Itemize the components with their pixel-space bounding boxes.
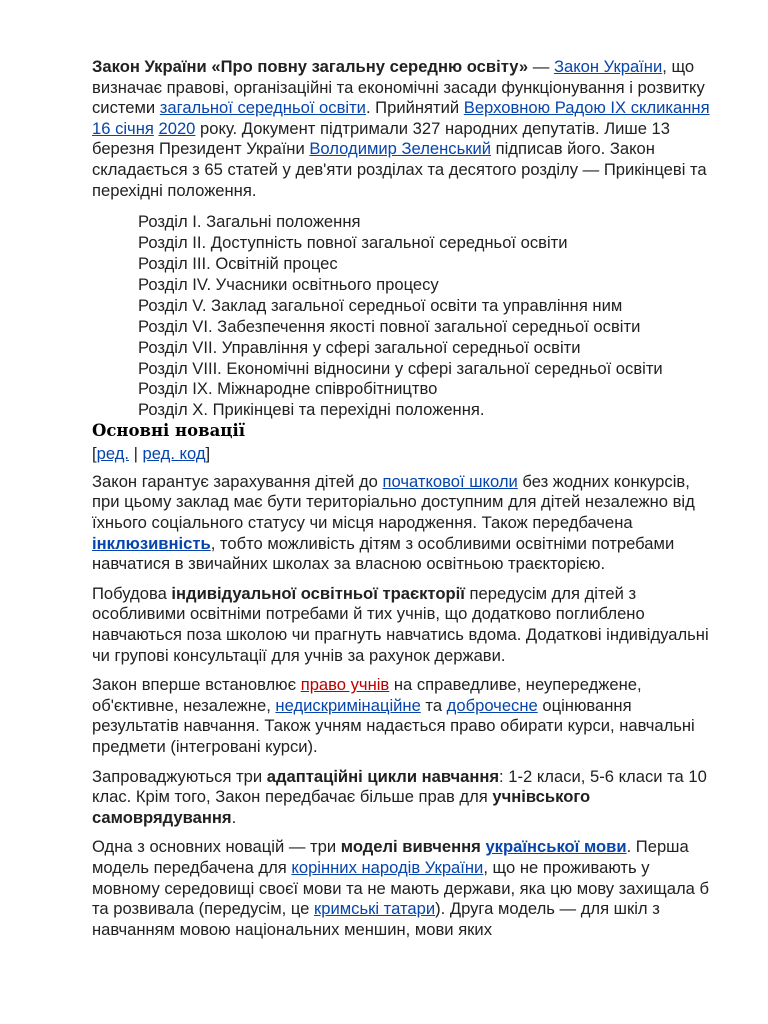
- intro-text: , що визначає правові, організаційні та економічні засади функціонування і розвитку системи: [92, 57, 705, 118]
- law-title: Закон України «Про повну загальну середню освіту»: [92, 57, 529, 76]
- link-verkhovna-rada[interactable]: Верховною Радою IX скликання: [463, 98, 710, 118]
- intro-text: року. Документ підтримали 327 народних депутатів. Лише 13 березня Президент України: [92, 118, 671, 159]
- list-item: Розділ VIII. Економічні відносини у сфері загальної середньої освіти: [138, 358, 663, 378]
- paragraph-text: : 1-2 класи, 5-6 класи та 10 клас. Крім того, Закон передбачає більше прав для: [92, 766, 707, 807]
- link-year[interactable]: 2020: [158, 118, 196, 138]
- bold-term: моделі вивчення: [340, 837, 486, 857]
- paragraph-text: Запроваджуються три: [92, 766, 267, 786]
- paragraph-text: Побудова: [92, 583, 172, 603]
- list-item: Розділ VII. Управління у сфері загальної середньої освіти: [138, 337, 581, 357]
- bold-term: учнівського самоврядування: [92, 787, 591, 827]
- intro-paragraph: [92, 57, 718, 201]
- link-crimean-tatars[interactable]: кримські татари: [314, 899, 436, 919]
- link-indigenous-peoples[interactable]: корінних народів України: [291, 857, 484, 877]
- paragraph-text: Одна з основних новацій — три: [92, 837, 341, 857]
- paragraph-text: .: [231, 807, 237, 827]
- paragraph-student-rights: [92, 675, 718, 757]
- separator: |: [129, 444, 143, 464]
- paragraph-text: передусім для дітей з особливими освітніми потребами й тих учнів, що додатково поглиблено навчаються поза школою чи прагнуть навчатись вдома. Додаткові індивідуальні чи групові консультації для учнів за рахунок держави.: [92, 583, 709, 665]
- link-general-secondary-education[interactable]: загальної середньої освіти: [159, 98, 366, 118]
- list-item: Розділ I. Загальні положення: [138, 212, 361, 232]
- list-item: Розділ II. Доступність повної загальної середньої освіти: [138, 233, 568, 253]
- link-law-of-ukraine[interactable]: Закон України: [553, 57, 663, 76]
- link-ukrainian-language[interactable]: української мови: [485, 837, 627, 857]
- link-primary-school[interactable]: початкової школи: [382, 471, 518, 491]
- link-inclusivity[interactable]: інклюзивність: [92, 533, 211, 553]
- list-item: Розділ III. Освітній процес: [138, 253, 338, 273]
- paragraph-text: на справедливе, неупереджене, об'єктивне, незалежне,: [92, 675, 642, 715]
- link-non-discriminatory[interactable]: недискримінаційне: [275, 695, 421, 715]
- link-student-rights[interactable]: право учнів: [300, 675, 390, 695]
- bold-term: індивідуальної освітньої траєкторії: [171, 583, 465, 603]
- paragraph-text: Закон вперше встановлює: [92, 675, 301, 695]
- intro-text: підписав його. Закон складається з 65 статей у дев'яти розділах та десятого розділу — Прикінцеві та перехідні положення.: [92, 139, 707, 200]
- edit-link[interactable]: ред.: [96, 444, 130, 464]
- sections-list: [92, 212, 718, 421]
- bracket: [: [92, 444, 97, 464]
- paragraph-adaptation-cycles: [92, 767, 718, 829]
- paragraph-text: ). Друга модель — для шкіл з навчанням мовою національних меншин, мови яких: [92, 899, 660, 939]
- list-item: Розділ IX. Міжнародне співробітництво: [138, 379, 438, 399]
- paragraph-text: Закон гарантує зарахування дітей до: [92, 471, 383, 491]
- list-item: Розділ X. Прикінцеві та перехідні положення.: [138, 400, 485, 420]
- edit-links: [92, 444, 718, 465]
- paragraph-text: та: [420, 695, 447, 715]
- link-integrity[interactable]: доброчесне: [446, 695, 538, 715]
- paragraph-primary-school: [92, 472, 718, 575]
- link-date[interactable]: 16 січня: [92, 118, 154, 138]
- paragraph-text: , тобто можливість дітям з особливими освітніми потребами навчатися в звичайних школах за власною освітньою траєкторією.: [92, 533, 675, 574]
- link-zelensky[interactable]: Володимир Зеленський: [309, 139, 492, 159]
- paragraph-text: без жодних конкурсів, при цьому заклад має бути територіально доступним для дітей незалежно від їхнього соціального статусу чи місця народження. Також передбачена: [92, 471, 695, 532]
- paragraph-text: оцінювання результатів навчання. Також учням надається право обирати курси, навчальні предмети (інтегровані курси).: [92, 695, 695, 756]
- list-item: Розділ V. Заклад загальної середньої освіти та управління ним: [138, 295, 623, 315]
- section-heading: Основні новації: [92, 421, 246, 441]
- paragraph-text: . Перша модель передбачена для: [92, 837, 689, 877]
- list-item: Розділ VI. Забезпечення якості повної загальної середньої освіти: [138, 316, 641, 336]
- paragraph-language-models: [92, 837, 718, 940]
- bracket: ]: [205, 444, 211, 464]
- paragraph-individual-trajectory: [92, 584, 718, 666]
- intro-text: —: [528, 57, 554, 76]
- paragraph-text: , що не проживають у мовному середовищі своєї мови та не мають держави, яка цю мову захищала б та розвивала (передусім, це: [92, 857, 709, 919]
- intro-text: . Прийнятий: [365, 98, 464, 118]
- bold-term: адаптаційні цикли навчання: [266, 766, 500, 786]
- list-item: Розділ IV. Учасники освітнього процесу: [138, 274, 439, 294]
- edit-source-link[interactable]: ред. код: [142, 444, 206, 464]
